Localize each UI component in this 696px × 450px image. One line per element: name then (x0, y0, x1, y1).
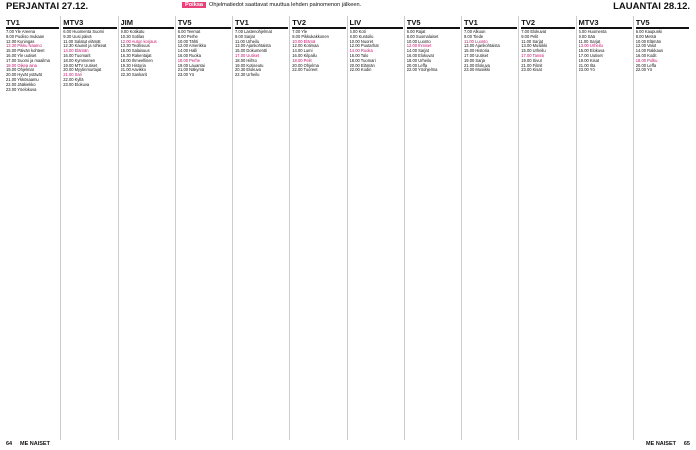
program-entry: 7.00 Alkuun (464, 29, 486, 34)
program-entry: 22.00 Tuoreet (292, 67, 318, 73)
program-entry: 22.00 Kyllä (63, 76, 84, 82)
program-entry: 9.00 Kotikatu (120, 29, 145, 34)
schedule-column (63, 16, 118, 440)
program-entry: 13.30 Pikku Naamo (6, 43, 42, 49)
date-right: LAUANTAI 28.12. (613, 1, 690, 12)
program-entry: 15.00 Urheilu (521, 48, 546, 54)
program-entry: 23.00 Musiikki (464, 67, 490, 73)
program-entry: 22.30 Sankarit (120, 72, 147, 78)
channel-heading: JIM (121, 18, 174, 29)
program-entry: 13.00 Ajankohtaista (235, 43, 271, 49)
program-entry: 19.00 MTV Uutiset (63, 62, 98, 68)
schedule-grid (6, 16, 690, 440)
program-entry: 21.00 Ykkösaamu (6, 76, 39, 82)
channel-heading: TV2 (521, 18, 574, 29)
program-entry: 8.00 Suomalaiset (406, 33, 439, 39)
schedule-column (6, 16, 61, 440)
program-entry: 16.00 Kilpailu (292, 52, 317, 58)
program-entry: 12.00 Kuningas (6, 38, 35, 44)
program-entry: 20.00 Hyvät ystävät (6, 72, 42, 78)
program-entry: 12.00 Amerikka (177, 43, 206, 49)
program-entry: 21.00 Filmit (521, 62, 543, 68)
channel-heading: TV5 (636, 18, 689, 29)
program-entry: 23.00 Elokuva (63, 81, 90, 87)
program-entry: 15.00 Elokuva (578, 48, 605, 54)
program-entry: 7.00 Lastenohjelmat (235, 29, 272, 34)
date-left: PERJANTAI 27.12. (6, 1, 89, 12)
program-entry: 9.00 Puoliso mukaan (6, 33, 45, 39)
program-entry: 10.00 Elämän (635, 38, 662, 44)
program-entry: 23.00 Kisat (521, 67, 542, 73)
program-entry: 16.00 Elokuvat (406, 52, 434, 58)
schedule-column (464, 16, 519, 440)
program-entry: 20.00 Leffa (406, 62, 428, 68)
program-entry: 10.00 Elämä (292, 38, 316, 44)
program-entry: 19.00 Lauantai (177, 62, 205, 68)
program-entry: 19.30 Historia (120, 62, 146, 68)
program-entry: 18.00 Oikea aina (6, 62, 37, 68)
program-entry: 18.00 Tuomari (349, 57, 376, 63)
program-entry: 21.00 Elokuva (464, 62, 490, 68)
program-entry: 23.00 Yö (177, 72, 195, 78)
program-entry: 17.00 Tanssi (521, 52, 545, 58)
program-entry: 11.00 Urheilu (235, 38, 260, 44)
channel-heading: TV2 (292, 18, 345, 29)
schedule-column (579, 16, 634, 440)
program-entry: 17.00 Uutiset (464, 52, 489, 58)
program-entry: 18.00 Ihmeellinen (120, 57, 153, 63)
program-entry: 15.00 Dokumentti (235, 48, 268, 54)
page-number-right: 65 (683, 441, 690, 447)
program-entry: 20.00 Ohjelma (292, 62, 319, 68)
channel-heading: LIV (350, 18, 403, 29)
channel-heading: TV5 (407, 18, 460, 29)
program-entry: 6.00 Koti (349, 29, 366, 34)
program-entry: 12.00 Ihmiset (406, 43, 432, 49)
program-entry: 8.00 Pikkukakkonen (292, 33, 329, 39)
program-entry: 17.00 Suomi ja maailma (6, 57, 50, 63)
program-entry: 18.00 Perhe (177, 57, 201, 63)
program-entry: 20.00 Leffa (635, 62, 657, 68)
program-entry: 11.00 Salatut elämät (63, 38, 101, 44)
program-entry: 19.00 Kisat (578, 57, 599, 63)
schedule-column (636, 16, 690, 440)
program-entry: 14.00 Ruoka (349, 48, 373, 54)
program-entry: 22.00 Jääkiekko (6, 81, 36, 87)
program-entry: 15.00 Historia (464, 48, 490, 54)
program-entry: 18.00 Pelit (292, 57, 312, 63)
schedule-column (292, 16, 347, 440)
program-entry: 15.00 Päivän kohteet (6, 48, 45, 54)
magazine-name-right: ME NAISET (646, 441, 676, 447)
schedule-column (407, 16, 462, 440)
program-entry: 14.00 Lumi (292, 48, 313, 54)
schedule-column (521, 16, 576, 440)
program-entry: 10.00 Tähti (177, 38, 199, 44)
program-entry: 10.00 Nuoret (349, 38, 374, 44)
program-entry: 20.30 Elokuva (235, 67, 261, 73)
program-entry: 19.00 Kotiseutu (235, 62, 264, 68)
program-entry: 13.00 Urheilu (578, 43, 603, 49)
program-entry: 18.00 Urheilu (406, 57, 432, 63)
channel-heading: TV1 (235, 18, 288, 29)
program-entry: 20.00 Elämän (349, 62, 375, 68)
program-entry: 16.00 Talo (349, 52, 369, 58)
program-entry: 13.30 Teollisuus (120, 43, 150, 49)
program-entry: 12.00 Valot (635, 43, 657, 49)
schedule-column (121, 16, 176, 440)
program-entry: 16.00 Yle uutiset (6, 52, 37, 58)
program-entry: 14.00 Elämän (63, 48, 89, 54)
program-entry: 19.00 Ohjelmat (6, 67, 34, 73)
program-entry: 8.00 Metsä (635, 33, 657, 39)
program-entry: 17.00 Uutiset (578, 52, 603, 58)
schedule-column (235, 16, 290, 440)
program-entry: 14.00 Rakkaus (635, 48, 664, 54)
program-entry: 12.00 Puutarhat (349, 43, 379, 49)
program-entry: 16.30 Rakentajat (120, 52, 152, 58)
program-entry: 14.00 Halli (177, 48, 198, 54)
program-entry: 21.00 Aavikko (120, 67, 146, 73)
channel-heading: MTV3 (63, 18, 116, 29)
program-entry: 16.00 Ruoka (177, 52, 201, 58)
program-entry: 8.00 Perhe (177, 33, 198, 39)
program-entry: 14.00 Sarjat (406, 48, 429, 54)
channel-heading: TV5 (178, 18, 231, 29)
program-entry: 19.00 Sivut (521, 57, 542, 63)
program-entry: 18.00 Polku (635, 57, 658, 63)
program-entry: 12.30 Kauniit ja rohkeat (63, 43, 107, 49)
program-entry: 9.00 Tiede (464, 33, 484, 39)
program-entry: 11.00 Sarjat (578, 38, 601, 44)
program-entry: 7.00 Yle (292, 29, 308, 34)
schedule-notice (182, 2, 361, 8)
page-header (0, 0, 696, 13)
notice-badge: Poiksa (182, 2, 206, 8)
channel-heading: TV1 (6, 18, 59, 29)
program-entry: 22.00 Yöohjelma (406, 67, 438, 73)
program-entry: 9.00 Pelit (521, 33, 539, 39)
page-number-left: 64 (6, 441, 13, 447)
program-entry: 20.00 Myytinmurtajat (63, 67, 102, 73)
program-entry: 19.00 Sarja (464, 57, 485, 63)
program-entry: 21.00 Näkymä (177, 67, 205, 73)
program-entry: 12.00 Auton korjaus (120, 38, 157, 44)
program-entry: 6.00 Rajat (406, 29, 426, 34)
magazine-name-left: ME NAISET (20, 441, 50, 447)
program-entry: 22.30 Urheilu (235, 72, 260, 78)
program-entry: 13.00 Musiikki (521, 43, 548, 49)
page-footer (0, 440, 696, 450)
channel-heading: MTV3 (579, 18, 632, 29)
program-entry: 9.30 Uusi päivä (63, 33, 92, 39)
program-entry: 10.30 Sotilas (120, 33, 145, 39)
channel-heading: TV1 (464, 18, 517, 29)
program-entry: 21.00 Ilta (578, 62, 596, 68)
program-entry: 23.00 Yöelokuva (6, 86, 37, 92)
program-entry: 10.00 Luonto (406, 38, 431, 44)
schedule-column (178, 16, 233, 440)
schedule-column (350, 16, 405, 440)
program-entry: 6.00 Kaupunki (635, 29, 662, 34)
program-entry: 23.00 Yö (578, 67, 595, 73)
program-entry: 15.00 Salaisuus (120, 48, 150, 54)
program-entry: 18.00 Kymmenen (63, 57, 96, 63)
program-entry: 21.00 Sari (63, 72, 82, 78)
program-entry: 16.00 Tuomarit (63, 52, 91, 58)
program-entry: 6.00 Teemat (177, 29, 201, 34)
program-entry: 9.00 Sarjat (235, 33, 255, 39)
program-entry: 7.00 Elokuvat (521, 29, 547, 34)
program-entry: 6.00 Huomenta (578, 29, 607, 34)
program-entry: 7.00 Yle Areena (6, 29, 36, 34)
program-entry: 18.00 Hiihto (235, 57, 257, 63)
notice-text: Ohjelmatiedot saattavat muuttua lehden painomenon jälkeen. (209, 2, 362, 8)
program-entry: 6.00 Huomenta Suomi (63, 29, 104, 34)
program-entry: 16.00 Kodit (635, 52, 657, 58)
program-entry: 22.00 Yö (635, 67, 653, 73)
program-entry: 8.00 Kuntoilu (349, 33, 374, 39)
program-entry: 9.00 Sää (578, 33, 595, 39)
program-entry: 12.00 Kotimaa (292, 43, 319, 49)
program-entry: 11.00 Sarjat (521, 38, 544, 44)
program-entry: 17.00 Uutiset (235, 52, 260, 58)
program-entry: 13.00 Ajankohtaista (464, 43, 500, 49)
program-entry: 22.00 Kodin (349, 67, 372, 73)
program-entry: 11.00 Luonto (464, 38, 488, 44)
